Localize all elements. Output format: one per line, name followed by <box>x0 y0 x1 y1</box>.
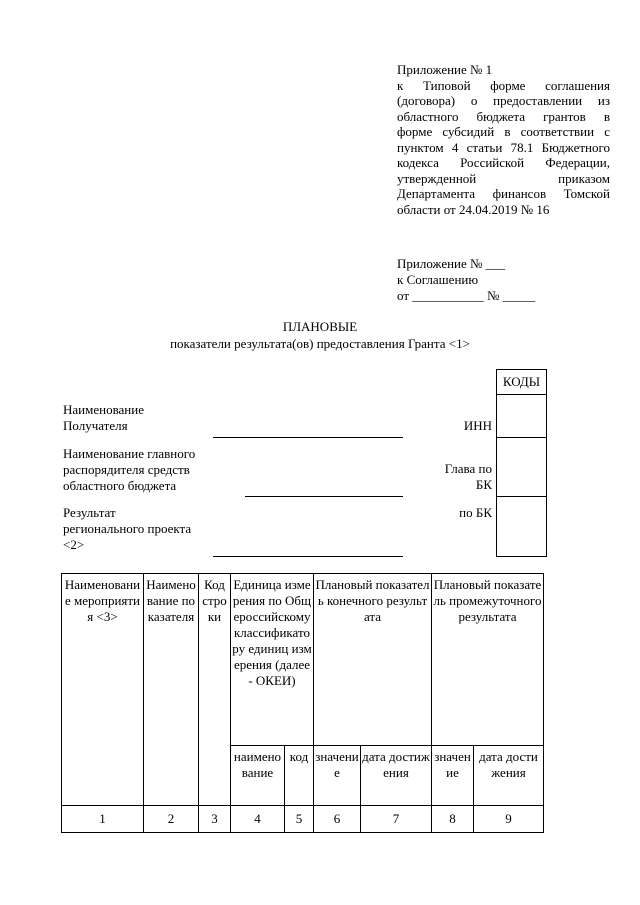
appendix-line: к Типовой форме соглашения <box>397 77 610 93</box>
glava-label <box>420 461 492 493</box>
appendix-line: (договора) о предоставлении из <box>397 93 610 108</box>
appendix-line: Приложение № 1 <box>397 62 493 77</box>
col-header-final-value: значение <box>314 746 361 806</box>
manager-label-line: областного бюджета <box>63 478 177 493</box>
col-header-interim: Плановый показатель промежуточного результата <box>432 574 544 746</box>
column-number: 6 <box>314 806 361 833</box>
column-number: 3 <box>199 806 231 833</box>
agreement-line-3: от ___________ № _____ <box>397 288 536 303</box>
glava-code-cell[interactable] <box>497 438 547 497</box>
inn-code-cell[interactable] <box>497 395 547 438</box>
recipient-label-line: Получателя <box>63 418 128 433</box>
appendix-header <box>397 62 610 217</box>
po-bk-label: по БК <box>459 505 492 520</box>
column-numbers-row <box>62 806 544 833</box>
glava-label-line: Глава по <box>444 461 492 476</box>
result-label-line: Результат <box>63 505 116 520</box>
appendix-line: Департамента финансов Томской <box>397 186 610 201</box>
appendix-line: области от 24.04.2019 № 16 <box>397 201 550 217</box>
po-bk-code-cell[interactable] <box>497 497 547 557</box>
page-subtitle: показатели результата(ов) предоставления Гранта <1> <box>170 336 470 351</box>
codes-table <box>496 369 547 557</box>
col-header-interim-value: значение <box>432 746 474 806</box>
manager-label-line: Наименование главного <box>63 446 196 461</box>
col-header-final-date: дата достижения <box>361 746 432 806</box>
result-field[interactable] <box>213 556 403 557</box>
result-label-line: <2> <box>63 537 85 552</box>
agreement-reference <box>397 256 557 304</box>
manager-field[interactable] <box>245 496 403 497</box>
page-title: ПЛАНОВЫЕ <box>282 319 358 334</box>
manager-label <box>63 446 195 494</box>
result-label <box>63 505 191 553</box>
col-header-code: Код строки <box>199 574 231 806</box>
col-header-indicator: Наименование показателя <box>144 574 199 806</box>
col-header-event: Наименование мероприятия <3> <box>62 574 144 806</box>
result-label-line: регионального проекта <box>63 521 192 536</box>
appendix-line: кодекса Российской Федерации, <box>397 155 610 170</box>
appendix-line: утвержденной приказом <box>397 170 610 186</box>
codes-header: КОДЫ <box>497 370 547 395</box>
column-number: 2 <box>144 806 199 833</box>
column-number: 1 <box>62 806 144 833</box>
col-header-unit-code: код <box>285 746 314 806</box>
agreement-line-2: к Соглашению <box>397 272 479 287</box>
indicators-table <box>61 573 544 833</box>
appendix-line: областного бюджета грантов в <box>397 108 610 124</box>
glava-label-line: БК <box>475 477 492 492</box>
recipient-field[interactable] <box>213 437 403 438</box>
column-number: 9 <box>474 806 544 833</box>
appendix-line: форме субсидий в соответствии с <box>397 124 610 139</box>
column-number: 5 <box>285 806 314 833</box>
manager-label-line: распорядителя средств <box>63 462 190 477</box>
column-number: 8 <box>432 806 474 833</box>
inn-label: ИНН <box>463 418 492 433</box>
agreement-line-1: Приложение № ___ <box>397 256 506 271</box>
col-header-final: Плановый показатель конечного результата <box>314 574 432 746</box>
column-number: 4 <box>231 806 285 833</box>
appendix-line: пунктом 4 статьи 78.1 Бюджетного <box>397 139 610 155</box>
col-header-interim-date: дата достижения <box>474 746 544 806</box>
recipient-label-line: Наименование <box>63 402 144 417</box>
col-header-unit-name: наименование <box>231 746 285 806</box>
col-header-unit: Единица измерения по Общероссийскому классификатору единиц измерения (далее - ОКЕИ) <box>231 574 314 746</box>
recipient-label <box>63 402 144 434</box>
column-number: 7 <box>361 806 432 833</box>
